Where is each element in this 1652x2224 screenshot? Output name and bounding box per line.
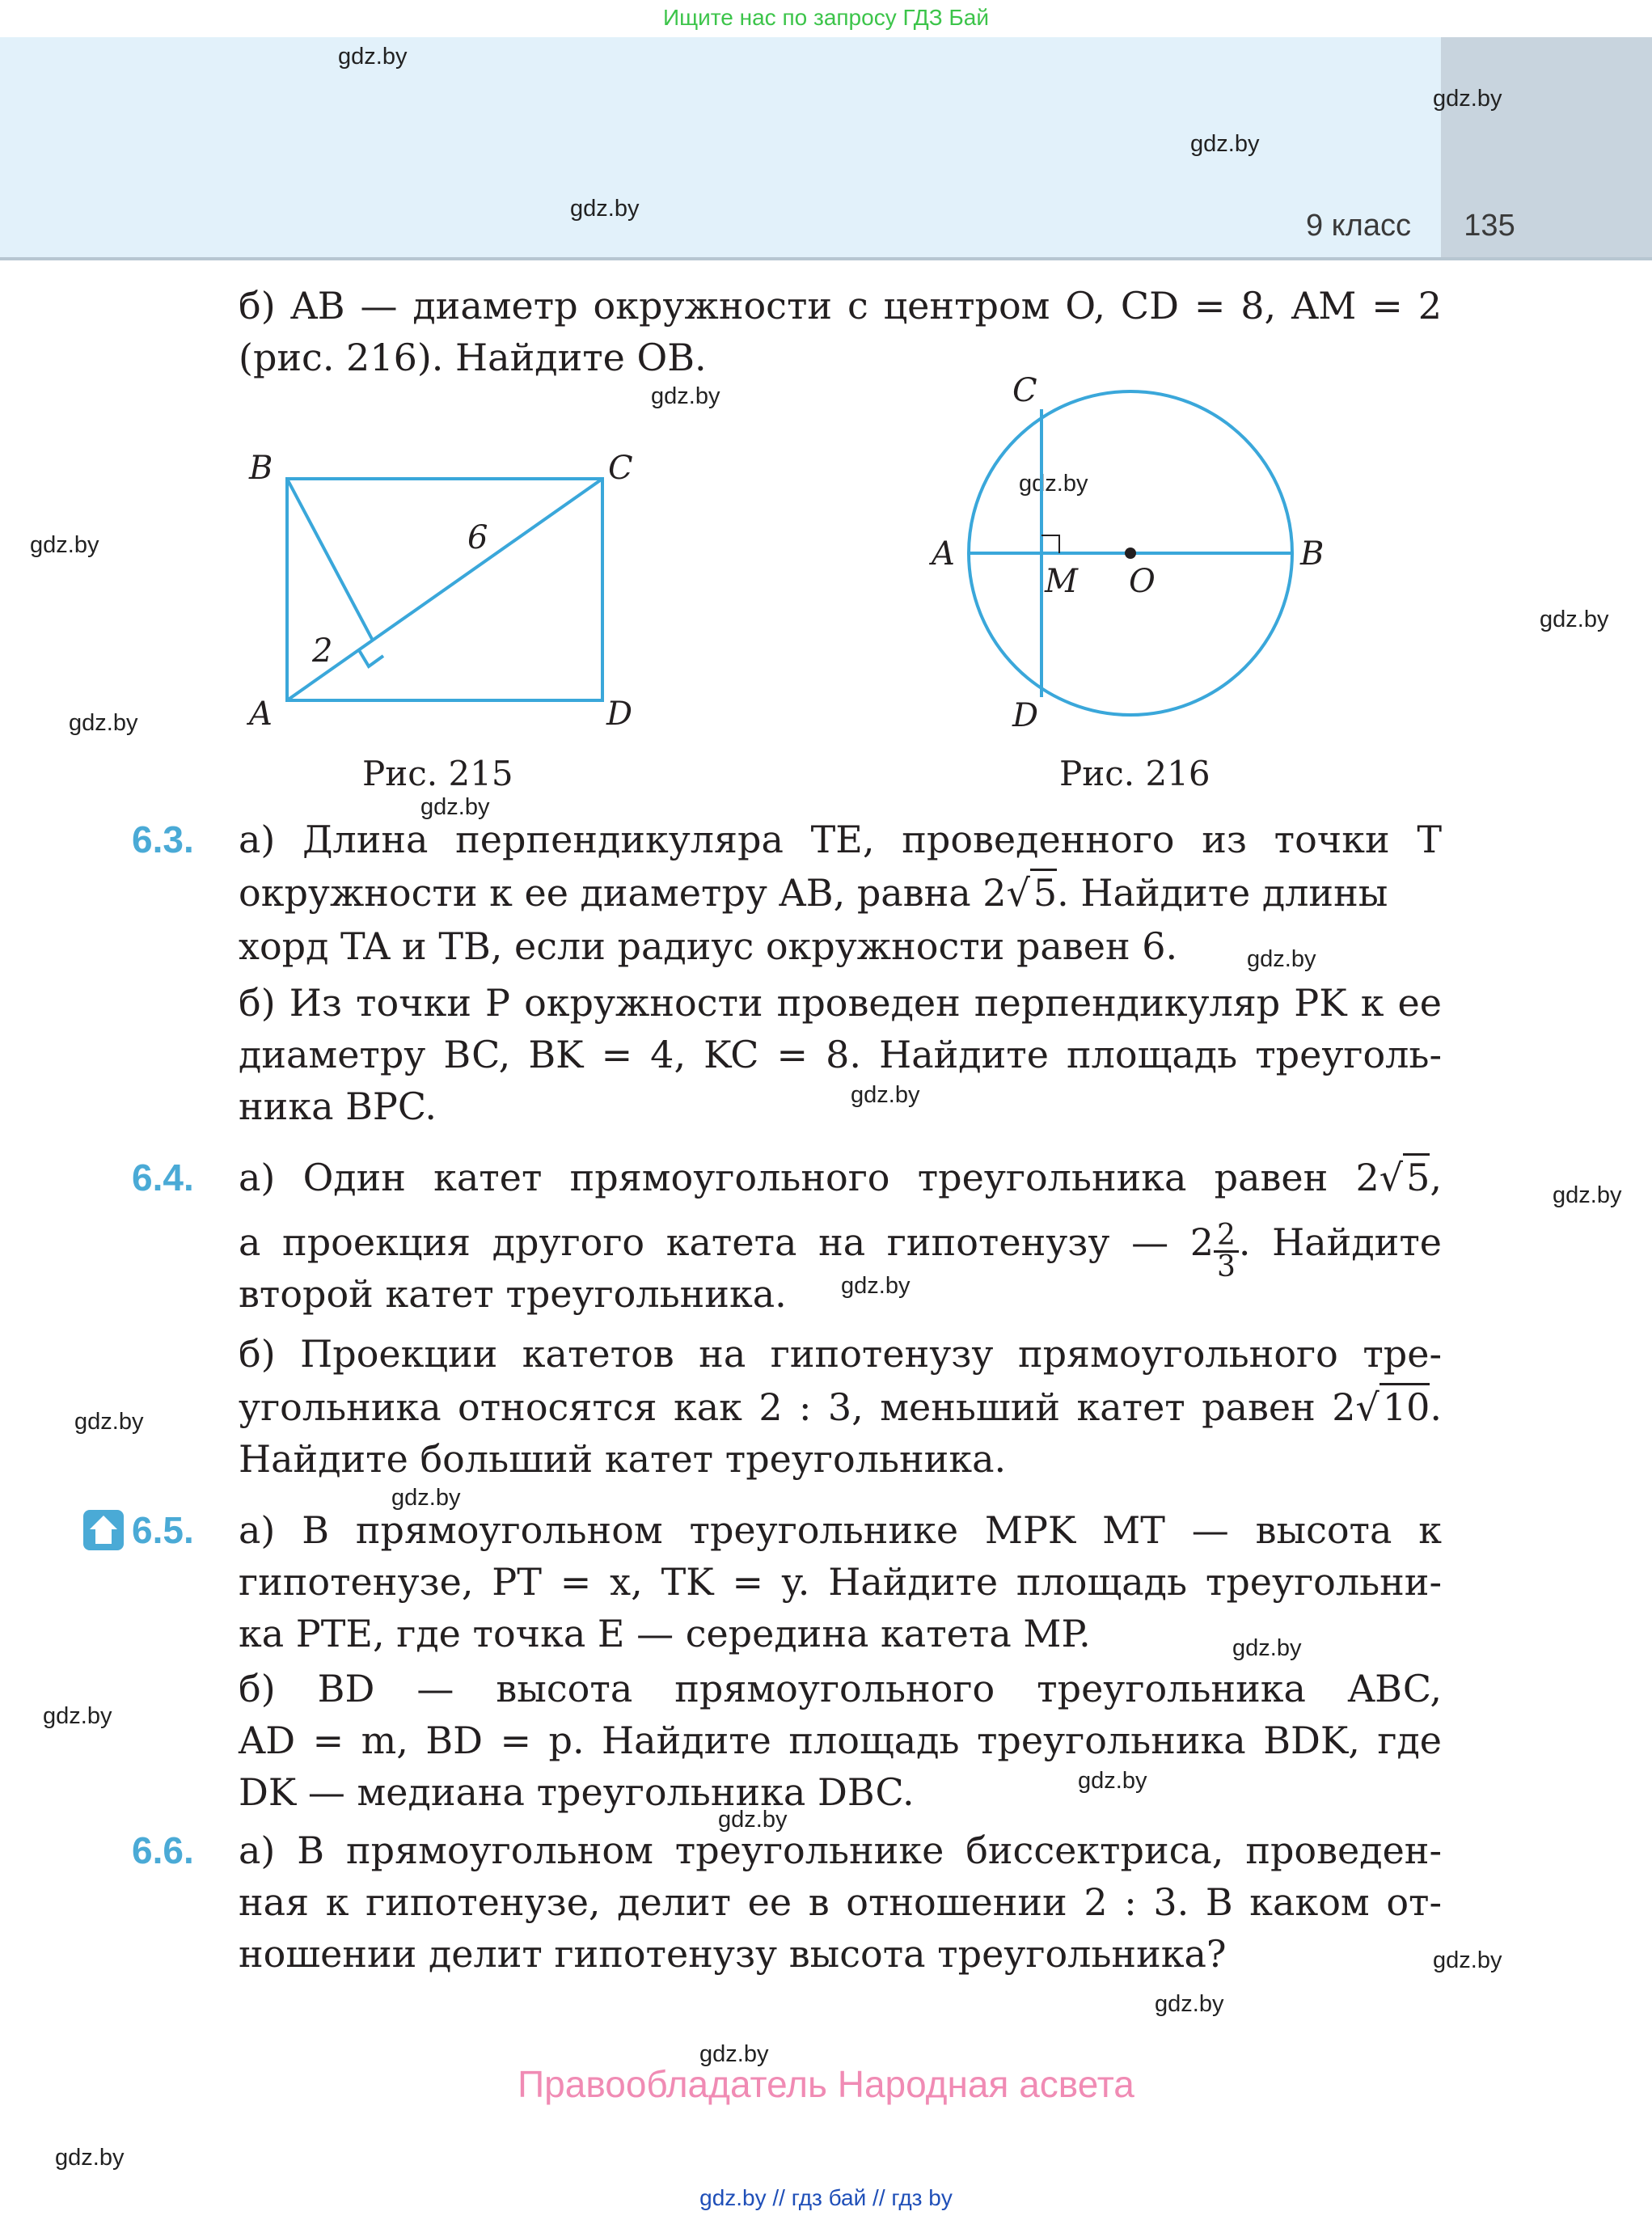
- problem-6-3-b-line1: б) Из точки P окружности проведен перпендикуляр PK к ее: [239, 981, 1442, 1025]
- bottom-site-note: gdz.by // гдз бай // гдз by: [699, 2185, 953, 2210]
- figure-215: [226, 437, 663, 736]
- top-search-note: Ищите нас по запросу ГДЗ Бай: [662, 5, 990, 30]
- center-point: [1125, 548, 1136, 559]
- label-a: A: [249, 696, 273, 733]
- problem-number-6-4: 6.4.: [132, 1156, 194, 1199]
- label-d: D: [1012, 697, 1039, 734]
- problem-6-4-a-line1: а) Один катет прямоугольного треугольника равен 2√5,: [239, 1152, 1442, 1203]
- problem-6-3-b-line2: диаметру BC, BK = 4, KC = 8. Найдите площадь треуголь-: [239, 1033, 1442, 1076]
- watermark: gdz.by: [1540, 607, 1609, 632]
- perpendicular-from-b: [287, 479, 373, 641]
- problem-number-6-5: 6.5.: [132, 1509, 194, 1551]
- problem-6-4-b-line2: угольника относятся как 2 : 3, меньший катет равен 2√10.: [239, 1381, 1442, 1433]
- watermark: gdz.by: [338, 44, 408, 70]
- label-m: M: [1045, 563, 1078, 600]
- problem-6-4-b-line1: б) Проекции катетов на гипотенузу прямоугольного тре-: [239, 1332, 1442, 1376]
- watermark: gdz.by: [74, 1409, 144, 1435]
- problem-6-6-a-line1: а) В прямоугольном треугольнике биссектриса, проведен-: [239, 1829, 1442, 1872]
- page-number: 135: [1464, 209, 1515, 243]
- watermark: gdz.by: [1232, 1635, 1302, 1661]
- watermark: gdz.by: [1553, 1182, 1622, 1208]
- problem-6-5-a-line2: гипотенузе, PT = x, TK = y. Найдите площадь треугольни-: [239, 1560, 1442, 1604]
- watermark: gdz.by: [699, 2041, 769, 2067]
- label-two: 2: [312, 632, 333, 670]
- watermark: gdz.by: [1433, 1947, 1502, 1973]
- label-c: C: [608, 450, 633, 487]
- watermark: gdz.by: [30, 532, 99, 558]
- problem-6-4-a-line3: второй катет треугольника.: [239, 1272, 787, 1316]
- label-b: B: [249, 450, 273, 487]
- watermark: gdz.by: [1247, 946, 1316, 972]
- label-six: 6: [467, 519, 488, 556]
- label-b: B: [1300, 535, 1325, 573]
- problem-6-6-a-line2: ная к гипотенузе, делит ее в отношении 2 : 3. В каком от-: [239, 1880, 1442, 1924]
- label-a: A: [932, 535, 955, 573]
- label-d: D: [606, 696, 633, 733]
- problem-6-5-a-line1: а) В прямоугольном треугольнике MPK MT — высота к: [239, 1508, 1442, 1552]
- problem-6-3-b-line3: ника BPC.: [239, 1085, 437, 1128]
- watermark: gdz.by: [1190, 131, 1260, 157]
- watermark: gdz.by: [55, 2145, 125, 2171]
- home-icon: [83, 1510, 124, 1550]
- watermark: gdz.by: [69, 710, 138, 736]
- watermark: gdz.by: [391, 1485, 461, 1511]
- watermark: gdz.by: [1155, 1991, 1224, 2017]
- fraction: $\frac{2}{3}$: [1214, 1221, 1239, 1282]
- problem-6-5-a-line3: ка PTE, где точка E — середина катета MP.: [239, 1612, 1091, 1655]
- header-divider: [0, 257, 1652, 260]
- problem-number-6-3: 6.3.: [132, 818, 194, 860]
- grade-label: 9 класс: [1305, 209, 1411, 243]
- watermark: gdz.by: [1019, 471, 1088, 497]
- problem-6-3-a-line2: окружности к ее диаметру AB, равна 2√5. Найдите длины: [239, 867, 1388, 919]
- right-angle-mark: [1041, 535, 1059, 553]
- figure-215-caption: Рис. 215: [362, 754, 513, 793]
- problem-6-5-b-line1: б) BD — высота прямоугольного треугольника ABC,: [239, 1667, 1442, 1710]
- problem-6-5-b-line2: AD = m, BD = p. Найдите площадь треугольника BDK, где: [239, 1719, 1442, 1762]
- label-c: C: [1012, 372, 1037, 409]
- rights-holder-footer: Правообладатель Народная асвета: [518, 2063, 1134, 2105]
- problem-b-intro-line1: б) AB — диаметр окружности с центром O, CD = 8, AM = 2: [239, 284, 1442, 328]
- problem-6-3-a-line3: хорд TA и TB, если радиус окружности равен 6.: [239, 924, 1178, 968]
- problem-6-6-a-line3: ношении делит гипотенузу высота треугольника?: [239, 1932, 1227, 1976]
- problem-6-3-a-line1: а) Длина перпендикуляра TE, проведенного из точки T: [239, 818, 1442, 861]
- label-o: O: [1129, 563, 1156, 600]
- watermark: gdz.by: [420, 794, 490, 820]
- watermark: gdz.by: [1078, 1768, 1147, 1794]
- watermark: gdz.by: [651, 383, 720, 409]
- figure-216-caption: Рис. 216: [1059, 754, 1210, 793]
- right-angle-mark: [359, 650, 383, 666]
- watermark: gdz.by: [43, 1703, 112, 1729]
- diagonal-ac: [287, 479, 602, 700]
- math-coef: 2: [982, 871, 1007, 915]
- problem-number-6-6: 6.6.: [132, 1829, 194, 1871]
- problem-b-intro-line2: (рис. 216). Найдите OB.: [239, 336, 707, 379]
- watermark: gdz.by: [570, 196, 640, 222]
- math-radicand: 5: [1030, 869, 1057, 915]
- watermark: gdz.by: [841, 1273, 911, 1299]
- watermark: gdz.by: [851, 1082, 920, 1108]
- watermark: gdz.by: [1433, 86, 1502, 112]
- problem-6-4-a-line2: а проекция другого катета на гипотенузу — 2 $\frac{2}{3}$ . Найдите: [239, 1219, 1442, 1283]
- problem-6-5-b-line3: DK — медиана треугольника DBC.: [239, 1770, 915, 1814]
- figure-216: [922, 364, 1358, 744]
- watermark: gdz.by: [718, 1807, 788, 1833]
- problem-6-4-b-line3: Найдите больший катет треугольника.: [239, 1437, 1007, 1481]
